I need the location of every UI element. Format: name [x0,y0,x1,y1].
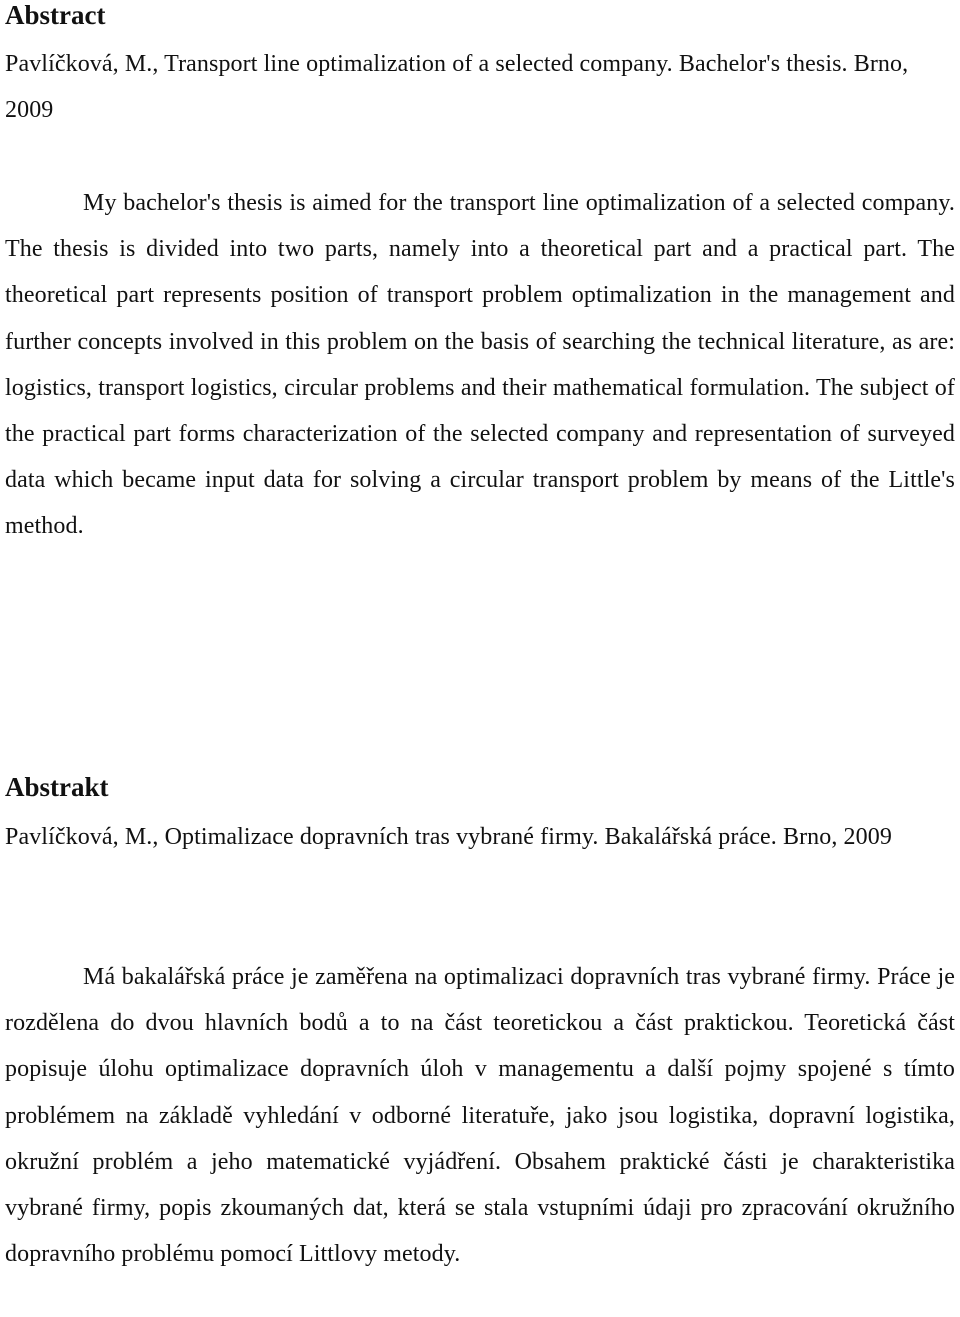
abstract-heading: Abstract [5,0,106,30]
abstrakt-body: Má bakalářská práce je zaměřena na optimalizaci dopravních tras vybrané firmy. Práce je rozdělena do dvou hlavních bodů a to na část teoretickou a část praktickou. Teoretická část popisuje úlohu optimalizace dopravních úloh v managementu a další pojmy spojené s tímto problémem na základě vyhledání v odborné literatuře, jako jsou logistika, dopravní logistika, okružní problém a jeho matematické vyjádření. Obsahem praktické části je charakteristika vybrané firmy, popis zkoumaných dat, která se stala vstupními údaji pro zpracování okružního dopravního problému pomocí Littlovy metody. [5,964,955,1268]
abstract-body: My bachelor's thesis is aimed for the transport line optimalization of a selected company. The thesis is divided into two parts, namely into a theoretical part and a practical part. The theoretical part represents position of transport problem optimalization in the management and further concepts involved in this problem on the basis of searching the technical literature, as are: logistics, transport logistics, circular problems and their mathematical formulation. The subject of the practical part forms characterization of the selected company and representation of surveyed data which became input data for solving a circular transport problem by means of the Little's method. [5,190,955,540]
abstrakt-heading: Abstrakt [5,772,109,802]
abstrakt-citation: Pavlíčková, M., Optimalizace dopravních tras vybrané firmy. Bakalářská práce. Brno, 2009 [5,824,892,850]
abstract-citation: Pavlíčková, M., Transport line optimalization of a selected company. Bachelor's thesis. Brno, 2009 [5,51,909,124]
